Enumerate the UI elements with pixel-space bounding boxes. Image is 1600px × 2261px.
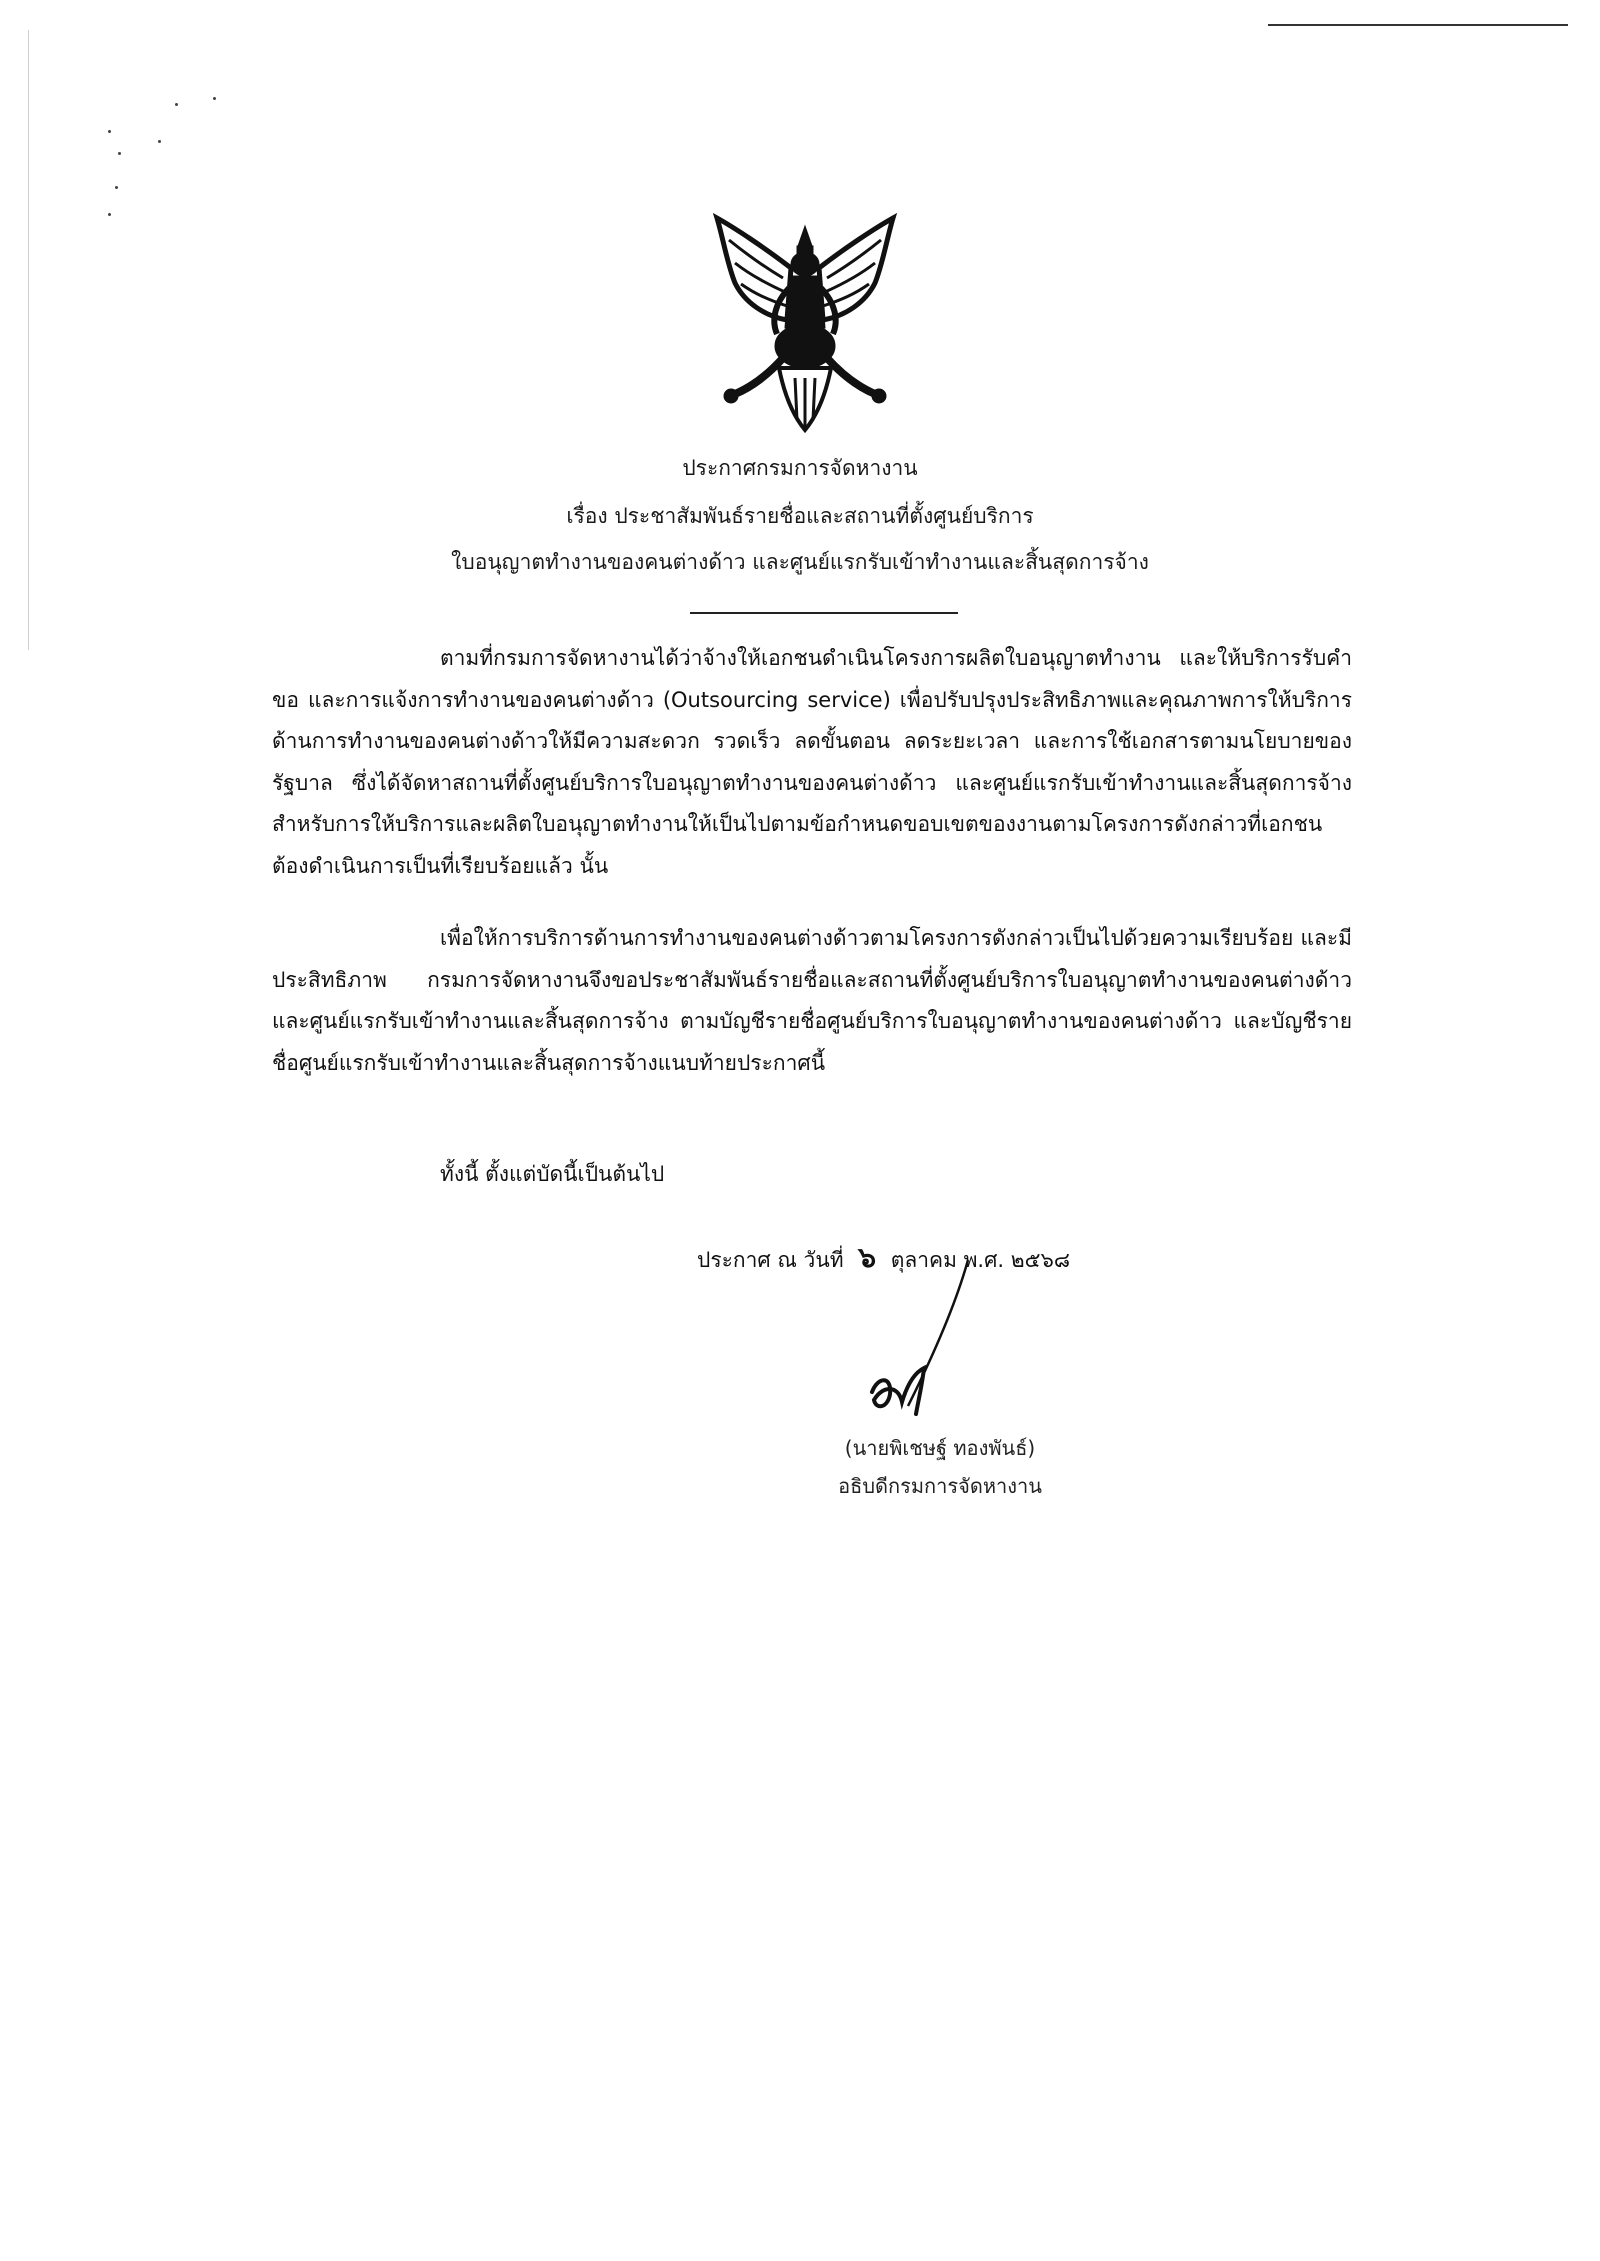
scan-speck bbox=[108, 213, 111, 216]
header-divider bbox=[690, 612, 958, 614]
scan-speck bbox=[115, 186, 118, 189]
scan-left-edge bbox=[28, 30, 29, 650]
body-paragraph-1: ตามที่กรมการจัดหางานได้ว่าจ้างให้เอกชนดำเนินโครงการผลิตใบอนุญาตทำงาน และให้บริการรับคำขอ และการแจ้งการทำงานของคนต่างด้าว (Outsourcing service) เพื่อปรับปรุงประสิทธิภาพและคุณภาพการให้บริการด้านการทำงานของคนต่างด้าวให้มีความสะดวก รวดเร็ว ลดขั้นตอน ลดระยะเวลา และการใช้เอกสารตามนโยบายของรัฐบาล ซึ่งได้จัดหาสถานที่ตั้งศูนย์บริการใบอนุญาตทำงานของคนต่างด้าว และศูนย์แรกรับเข้าทำงานและสิ้นสุดการจ้าง สำหรับการให้บริการและผลิตใบอนุญาตทำงานให้เป็นไปตามข้อกำหนดขอบเขตของงานตามโครงการดังกล่าวที่เอกชนต้องดำเนินการเป็นที่เรียบร้อยแล้ว นั้น bbox=[272, 646, 1352, 878]
scan-speck bbox=[213, 97, 216, 100]
announcement-subject-continued: ใบอนุญาตทำงานของคนต่างด้าว และศูนย์แรกรับเข้าทำงานและสิ้นสุดการจ้าง bbox=[451, 550, 1149, 574]
garuda-emblem-icon bbox=[705, 208, 905, 438]
body-paragraph-3: ทั้งนี้ ตั้งแต่บัดนี้เป็นต้นไป bbox=[440, 1162, 665, 1186]
date-month-year: ตุลาคม พ.ศ. ๒๕๖๘ bbox=[890, 1248, 1071, 1272]
announcement-subject: เรื่อง ประชาสัมพันธ์รายชื่อและสถานที่ตั้งศูนย์บริการ bbox=[566, 504, 1034, 528]
scan-speck bbox=[175, 103, 178, 106]
announcement-title: ประกาศกรมการจัดหางาน bbox=[682, 456, 918, 480]
scan-top-rule bbox=[1268, 24, 1568, 26]
date-day: ๖ bbox=[858, 1241, 877, 1274]
scan-speck bbox=[118, 152, 121, 155]
date-prefix: ประกาศ ณ วันที่ bbox=[697, 1248, 844, 1272]
handwritten-signature-icon bbox=[868, 1362, 938, 1417]
signer-title: อธิบดีกรมการจัดหางาน bbox=[838, 1474, 1042, 1498]
body-paragraph-2: เพื่อให้การบริการด้านการทำงานของคนต่างด้าวตามโครงการดังกล่าวเป็นไปด้วยความเรียบร้อย และมีประสิทธิภาพ กรมการจัดหางานจึงขอประชาสัมพันธ์รายชื่อและสถานที่ตั้งศูนย์บริการใบอนุญาตทำงานของคนต่างด้าว และศูนย์แรกรับเข้าทำงานและสิ้นสุดการจ้าง ตามบัญชีรายชื่อศูนย์บริการใบอนุญาตทำงานของคนต่างด้าว และบัญชีรายชื่อศูนย์แรกรับเข้าทำงานและสิ้นสุดการจ้างแนบท้ายประกาศนี้ bbox=[272, 926, 1352, 1075]
scan-speck bbox=[158, 140, 161, 143]
scan-speck bbox=[108, 130, 111, 133]
signer-name: (นายพิเชษฐ์ ทองพันธ์) bbox=[844, 1436, 1036, 1460]
